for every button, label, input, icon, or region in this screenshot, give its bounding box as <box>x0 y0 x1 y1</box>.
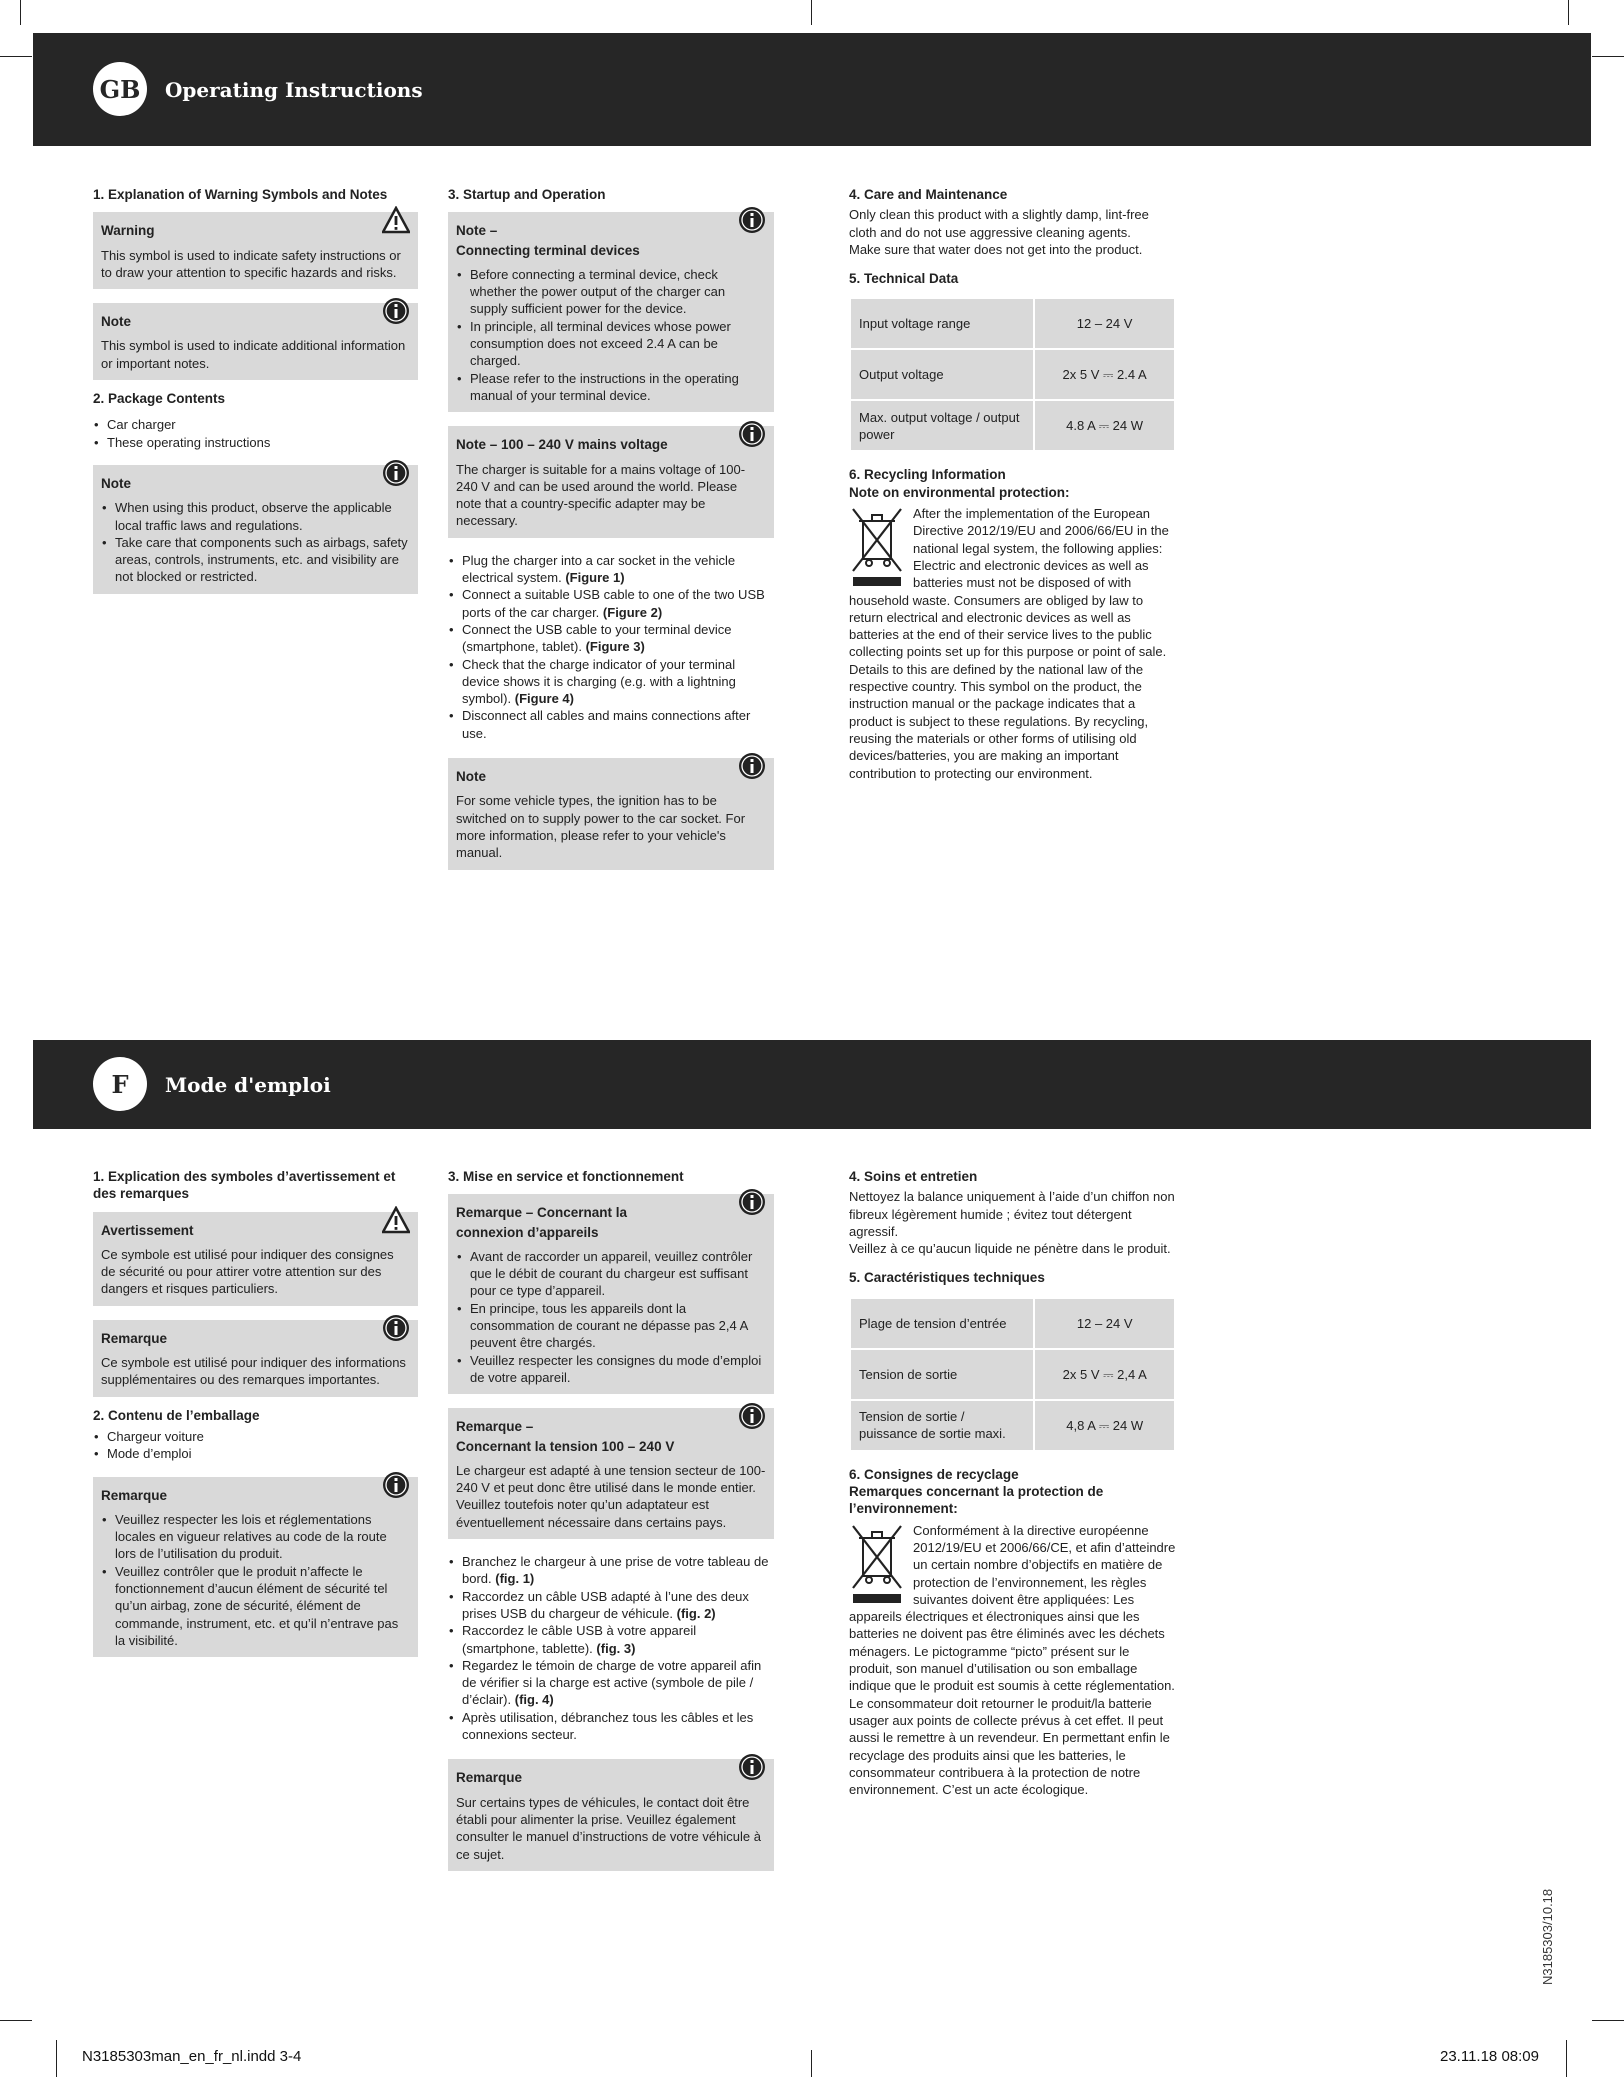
list-item: • When using this product, observe the applicable local traffic laws and regulations. <box>101 499 410 534</box>
list-item: • Raccordez le câble USB à votre appareil (smartphone, tablette). (fig. 3) <box>448 1622 774 1657</box>
gb-note-5-title: Note <box>456 769 486 785</box>
fr-section-6-subtitle: Remarques concernant la protection de l’environnement: <box>849 1484 1104 1517</box>
fr-note-1-text: Ce symbole est utilisé pour indiquer des informations supplémentaires ou des remarques importantes. <box>101 1355 406 1388</box>
table-row: Plage de tension d’entrée 12 – 24 V <box>850 1298 1175 1349</box>
info-icon <box>738 1753 766 1781</box>
fr-section-4-title: 4. Soins et entretien <box>849 1169 978 1184</box>
gb-column-3 <box>849 186 1176 782</box>
info-icon <box>738 206 766 234</box>
fr-tech-table <box>849 1297 1176 1452</box>
table-row: Max. output voltage / output power 4.8 A ⎓ 24 W <box>850 400 1175 451</box>
table-row: Tension de sortie 2x 5 V ⎓ 2,4 A <box>850 1349 1175 1400</box>
gb-section-1-title: 1. Explanation of Warning Symbols and Notes <box>93 187 388 202</box>
crop-mark <box>811 2050 812 2077</box>
fr-note-box-3 <box>448 1194 774 1394</box>
list-item: • Take care that components such as airbags, safety areas, controls, instruments, etc. and visibility are not blocked or restricted. <box>101 534 410 586</box>
crop-mark <box>1592 56 1624 57</box>
fr-note-4-title-a: Remarque – <box>456 1419 534 1435</box>
gb-note-box-5 <box>448 758 774 869</box>
list-item: • Connect the USB cable to your terminal device (smartphone, tablet). (Figure 3) <box>448 621 774 656</box>
fr-note-box-5 <box>448 1759 774 1870</box>
fr-warning-title: Avertissement <box>101 1222 194 1238</box>
gb-note-3-title-b: Connecting terminal devices <box>456 242 640 258</box>
crop-mark <box>0 56 32 57</box>
gb-language-badge: GB <box>93 62 147 116</box>
fr-note-box-4 <box>448 1408 774 1539</box>
fr-note-3-title-b: connexion d’appareils <box>456 1224 599 1240</box>
gb-column-2 <box>448 186 774 884</box>
gb-note-box-1 <box>93 303 418 380</box>
crop-mark <box>1566 2040 1567 2077</box>
gb-page-title: Operating Instructions <box>165 78 423 102</box>
list-item: • Plug the charger into a car socket in the vehicle electrical system. (Figure 1) <box>448 552 774 587</box>
list-item: • Branchez le chargeur à une prise de votre tableau de bord. (fig. 1) <box>448 1553 774 1588</box>
fr-care-text-2: Veillez à ce qu’aucun liquide ne pénètre dans le produit. <box>849 1241 1171 1257</box>
gb-steps-list <box>448 552 774 742</box>
fr-package-list <box>93 1428 418 1463</box>
info-icon <box>738 420 766 448</box>
info-icon <box>738 752 766 780</box>
list-item: • Veuillez respecter les lois et réglementations locales en vigueur relatives au code de la route lors de l’utilisation du produit. <box>101 1511 410 1563</box>
crop-mark <box>56 2040 57 2077</box>
crossed-bin-icon <box>849 505 905 587</box>
gb-note-5-text: For some vehicle types, the ignition has to be switched on to supply power to the car socket. For more information, please refer to your vehicle's manual. <box>456 793 746 861</box>
footer-date: 23.11.18 08:09 <box>1440 2048 1539 2065</box>
fr-note-4-text: Le chargeur est adapté à une tension secteur de 100-240 V et peut donc être utilisé dans le monde entier. Veuillez toutefois noter qu’un adaptateur est éventuellement nécessaire dans certains pays. <box>456 1462 766 1530</box>
table-row: Output voltage 2x 5 V ⎓ 2.4 A <box>850 349 1175 400</box>
fr-language-badge: F <box>93 1057 147 1111</box>
list-item: • Raccordez un câble USB adapté à l’une des deux prises USB du chargeur de véhicule. (fig. 2) <box>448 1588 774 1623</box>
gb-note-4-text: The charger is suitable for a mains voltage of 100-240 V and can be used around the world. Please note that a country-specific adapter may be necessary. <box>456 461 746 529</box>
fr-warning-text: Ce symbole est utilisé pour indiquer des consignes de sécurité ou pour attirer votre attention sur des dangers et risques particuliers. <box>101 1246 394 1297</box>
gb-note-box-3 <box>448 212 774 412</box>
fr-section-5-title: 5. Caractéristiques techniques <box>849 1270 1045 1286</box>
crop-mark <box>811 0 812 25</box>
gb-section-3-title: 3. Startup and Operation <box>448 187 606 202</box>
fr-header-bar <box>33 1040 1591 1129</box>
crossed-bin-icon <box>849 1522 905 1604</box>
info-icon <box>738 1188 766 1216</box>
gb-care-text-1: Only clean this product with a slightly damp, lint-free cloth and do not use aggressive cleaning agents. <box>849 207 1149 240</box>
gb-note-1-title: Note <box>101 314 131 330</box>
document-code: N3185303/10.18 <box>1540 1888 1555 1985</box>
list-item: • In principle, all terminal devices whose power consumption does not exceed 2.4 A can be charged. <box>456 318 766 370</box>
gb-note-1-text: This symbol is used to indicate additional information or important notes. <box>101 338 406 371</box>
fr-note-5-text: Sur certains types de véhicules, le contact doit être établi pour alimenter la prise. Veuillez également consulter le manuel d’instructions de votre véhicule à ce sujet. <box>456 1794 761 1862</box>
list-item: • Après utilisation, débranchez tous les câbles et les connexions secteur. <box>448 1709 774 1744</box>
list-item: • Regardez le témoin de charge de votre appareil afin de vérifier si la charge est active (symbole de pile / d’éclair). (fig. 4) <box>448 1657 774 1709</box>
crop-mark <box>1592 2020 1624 2021</box>
gb-recycling-text: After the implementation of the European Directive 2012/19/EU and 2006/66/EU in the national legal system, the following applies: Electric and electronic devices as well as batteries must not be disposed of with household waste. Consumers are obliged by law to return electrical and electronic devices as well as batteries at the end of their service lives to the public collecting points set up for this purpose or point of sale. Details to this are defined by the national law of the respective country. This symbol on the product, the instruction manual or the package indicates that a product is subject to these regulations. By recycling, reusing the materials or other forms of utilising old devices/batteries, you are making an important contribution to protecting our environment. <box>849 506 1169 781</box>
fr-section-6-title: 6. Consignes de recyclage <box>849 1466 1019 1482</box>
fr-recycling-text: Conformément à la directive européenne 2012/19/EU et 2006/66/CE, et afin d’atteindre un certain nombre d’objectifs en matière de protection de l’environnement, les règles suivantes doivent être appliquées: Les appareils électriques et électroniques ainsi que les batteries ne doivent pas être éliminés avec les déchets ménagers. Le pictogramme “picto” présent sur le produit, son manuel d’utilisation ou son emballage indique que le produit est soumis à cette réglementation. Le consommateur doit retourner le produit/la batterie usager aux points de collecte prévus à cet effet. Il peut aussi le remettre à un revendeur. En permettant enfin le recyclage des produits ainsi que les batteries, le consommateur contribuera à la protection de notre environnement. C’est un acte écologique. <box>849 1522 1176 1798</box>
fr-section-3-title: 3. Mise en service et fonctionnement <box>448 1169 684 1184</box>
fr-note-2-title: Remarque <box>101 1487 168 1503</box>
gb-tech-table <box>849 297 1176 452</box>
gb-package-list <box>93 416 418 451</box>
list-item: • These operating instructions <box>93 434 418 451</box>
warning-triangle-icon <box>382 1206 410 1234</box>
gb-header-bar <box>33 33 1591 146</box>
gb-warning-box <box>93 212 418 289</box>
gb-care-text-2: Make sure that water does not get into the product. <box>849 241 1143 257</box>
list-item: • Veuillez respecter les consignes du mode d’emploi de votre appareil. <box>456 1352 766 1387</box>
fr-column-1 <box>93 1168 418 1671</box>
gb-note-2-title: Note <box>101 475 131 491</box>
list-item: • Chargeur voiture <box>93 1428 418 1445</box>
fr-note-1-title: Remarque <box>101 1330 168 1346</box>
gb-note-box-2 <box>93 465 418 594</box>
gb-section-6-title: 6. Recycling Information <box>849 467 1006 483</box>
gb-note-4-title: Note – 100 – 240 V mains voltage <box>456 437 668 453</box>
fr-warning-box <box>93 1212 418 1306</box>
info-icon <box>382 459 410 487</box>
fr-section-2-title: 2. Contenu de l’emballage <box>93 1407 260 1423</box>
fr-column-2 <box>448 1168 774 1885</box>
warning-triangle-icon <box>382 206 410 234</box>
fr-care-text-1: Nettoyez la balance uniquement à l’aide d’un chiffon non fibreux légèrement humide ; évitez tout détergent agressif. <box>849 1189 1175 1239</box>
list-item: • Disconnect all cables and mains connections after use. <box>448 707 774 742</box>
fr-note-box-1 <box>93 1320 418 1397</box>
gb-section-5-title: 5. Technical Data <box>849 271 959 287</box>
info-icon <box>382 1314 410 1342</box>
gb-section-4-title: 4. Care and Maintenance <box>849 187 1008 202</box>
fr-note-box-2 <box>93 1477 418 1658</box>
list-item: • Car charger <box>93 416 418 433</box>
crop-mark <box>20 0 21 25</box>
gb-note-box-4 <box>448 426 774 537</box>
fr-note-4-title-b: Concernant la tension 100 – 240 V <box>456 1438 675 1454</box>
footer-filename: N3185303man_en_fr_nl.indd 3-4 <box>82 2048 302 2065</box>
gb-section-6-subtitle: Note on environmental protection: <box>849 484 1070 500</box>
info-icon <box>738 1402 766 1430</box>
crop-mark <box>1568 0 1569 25</box>
gb-warning-title: Warning <box>101 223 155 239</box>
list-item: • Check that the charge indicator of your terminal device shows it is charging (e.g. with a lightning symbol). (Figure 4) <box>448 656 774 708</box>
list-item: • Mode d’emploi <box>93 1445 418 1462</box>
list-item: • Connect a suitable USB cable to one of the two USB ports of the car charger. (Figure 2) <box>448 586 774 621</box>
list-item: • Please refer to the instructions in the operating manual of your terminal device. <box>456 370 766 405</box>
fr-page-title: Mode d'emploi <box>165 1073 331 1097</box>
list-item: • En principe, tous les appareils dont la consommation de courant ne dépasse pas 2,4 A peuvent être chargés. <box>456 1300 766 1352</box>
fr-steps-list <box>448 1553 774 1743</box>
fr-note-3-title-a: Remarque – Concernant la <box>456 1205 628 1221</box>
gb-warning-text: This symbol is used to indicate safety instructions or to draw your attention to specific hazards and risks. <box>101 247 401 280</box>
gb-note-3-title-a: Note – <box>456 223 498 239</box>
fr-recycling-block <box>849 1522 1176 1799</box>
info-icon <box>382 1471 410 1499</box>
fr-note-5-title: Remarque <box>456 1770 523 1786</box>
fr-column-3 <box>849 1168 1176 1798</box>
table-row: Input voltage range 12 – 24 V <box>850 298 1175 349</box>
gb-recycling-block <box>849 505 1176 782</box>
list-item: • Veuillez contrôler que le produit n’affecte le fonctionnement d’aucun élément de sécurité tel qu’un airbag, zone de sécurité, élément de commande, instrument, etc. et qu’il n’entrave pas la visibilité. <box>101 1563 410 1649</box>
gb-column-1 <box>93 186 418 608</box>
crop-mark <box>0 2020 32 2021</box>
fr-section-1-title: 1. Explication des symboles d’avertissement et des remarques <box>93 1169 396 1202</box>
gb-section-2-title: 2. Package Contents <box>93 391 226 407</box>
list-item: • Avant de raccorder un appareil, veuillez contrôler que le débit de courant du chargeur est suffisant pour ce type d’appareil. <box>456 1248 766 1300</box>
info-icon <box>382 297 410 325</box>
list-item: • Before connecting a terminal device, check whether the power output of the charger can supply sufficient power for the device. <box>456 266 766 318</box>
table-row: Tension de sortie / puissance de sortie maxi. 4,8 A ⎓ 24 W <box>850 1400 1175 1451</box>
